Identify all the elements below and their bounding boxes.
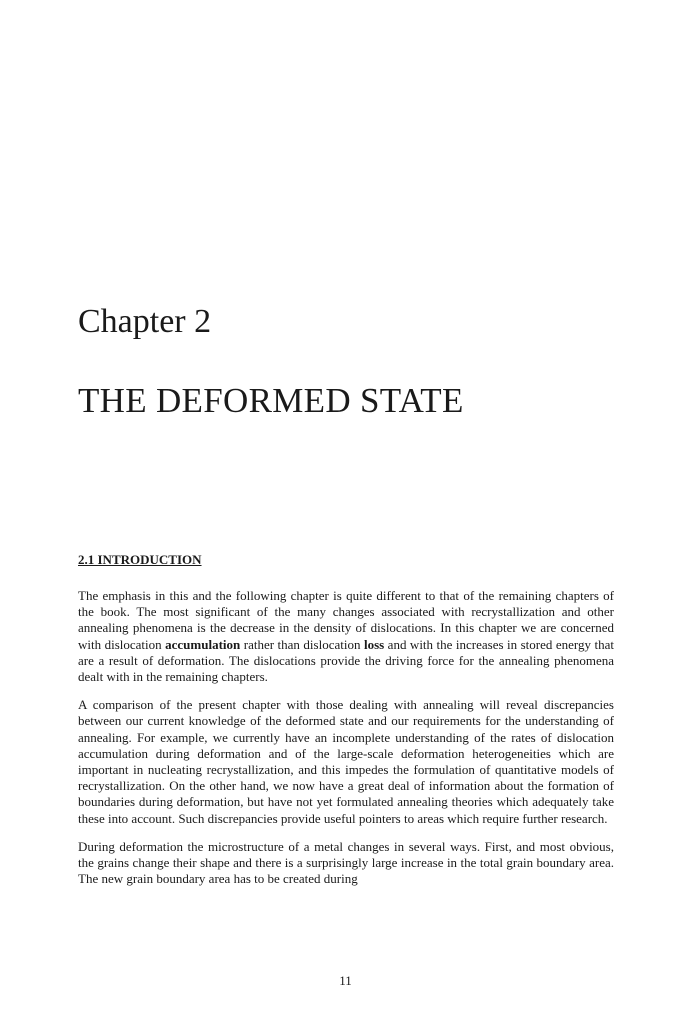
paragraph-1-text-a: The emphasis in this and the following chapter is quite different to that of the remaining chapters of the book. The most significant of the many changes associated with recrystallization and other annealing phenomena is the decrease in the density of dislocations. In this chapter we are concerned with dislocation [78,588,614,652]
paragraph-1 [78,588,614,685]
body-text [78,588,614,899]
chapter-title: THE DEFORMED STATE [78,381,464,420]
paragraph-1-text-c: and with the increases in stored energy that are a result of deformation. The dislocations provide the driving force for the annealing phenomena dealt with in the remaining chapters. [78,636,614,685]
paragraph-1-text-b: rather than dislocation [240,636,364,652]
chapter-label: Chapter 2 [78,303,212,340]
paragraph-2: A comparison of the present chapter with those dealing with annealing will reveal discrepancies between our current knowledge of the deformed state and our requirements for the understanding of annealing. For example, we currently have an incomplete understanding of the rates of dislocation accumulation during deformation and of the large-scale deformation heterogeneities which are important in nucleating recrystallization, and this impedes the formulation of quantitative models of recrystallization. On the other hand, we now have a great deal of information about the formation of boundaries during deformation, but have not yet formulated annealing theories which adequately take these into account. Such discrepancies provide useful pointers to areas which require further research. [78,697,614,826]
page-number: 11 [339,973,352,988]
paragraph-3: During deformation the microstructure of a metal changes in several ways. First, and most obvious, the grains change their shape and there is a surprisingly large increase in the total grain boundary area. The new grain boundary area has to be created during [78,838,614,887]
emphasis-loss: loss [363,636,385,652]
emphasis-accumulation: accumulation [165,636,241,652]
section-heading: 2.1 INTRODUCTION [78,552,202,567]
